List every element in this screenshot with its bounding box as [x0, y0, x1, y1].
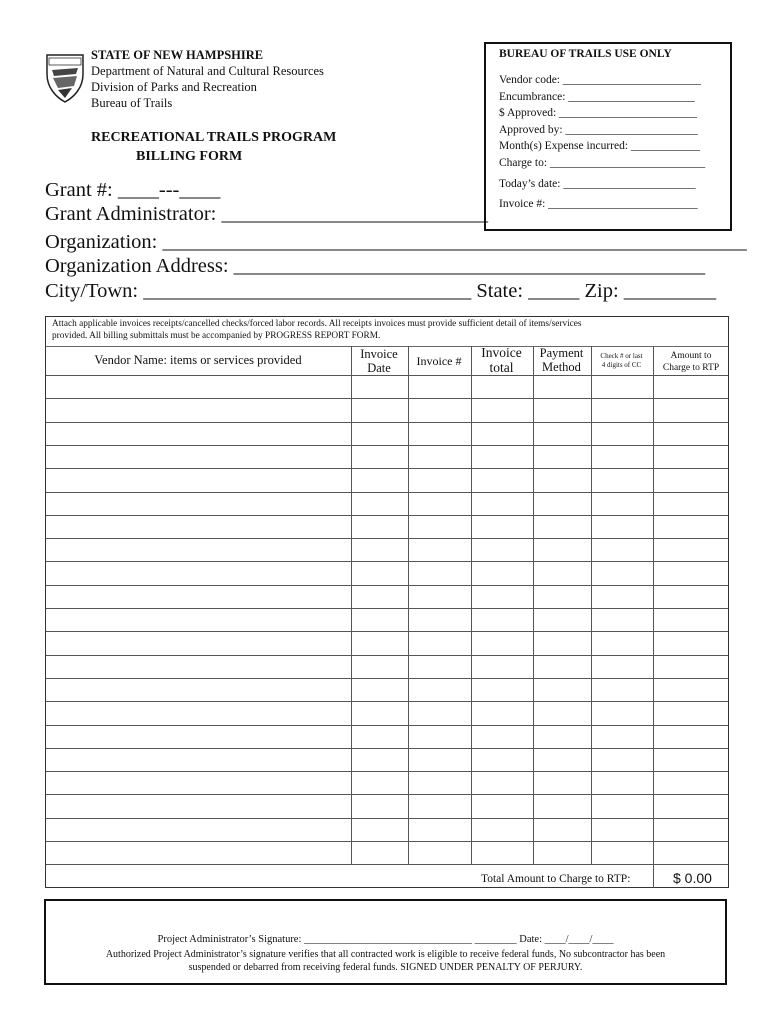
table-row-line: [46, 515, 728, 516]
table-row-line: [46, 655, 728, 656]
table-row-line: [46, 794, 728, 795]
state-name: STATE OF NEW HAMPSHIRE: [91, 48, 264, 62]
table-row-line: [46, 631, 728, 632]
table-column-line: [408, 346, 409, 864]
agency-header: [91, 47, 324, 111]
table-row-line: [46, 864, 728, 865]
col-header-invoice-total: [471, 345, 532, 375]
vendor-code-field[interactable]: Vendor code: ________________________: [499, 74, 701, 86]
grant-administrator-field[interactable]: Grant Administrator: __________________________: [45, 203, 489, 225]
table-row-line: [46, 725, 728, 726]
col-header-invoice-number: Invoice #: [416, 354, 462, 368]
city-state-zip-field[interactable]: City/Town: ________________________________ State: _____ Zip: _________: [45, 280, 717, 302]
instruction-line-2: provided. All billing submittals must be accompanied by PROGRESS REPORT FORM.: [52, 331, 381, 341]
table-row-line: [46, 422, 728, 423]
table-column-line: [351, 346, 352, 864]
instruction-line-1: Attach applicable invoices receipts/cancelled checks/forced labor records. All receipts invoices must provide sufficient detail of items/services: [52, 319, 582, 329]
table-row-line: [46, 818, 728, 819]
col-header-amount-l2: Charge to RTP: [662, 363, 720, 373]
table-row-line: [46, 841, 728, 842]
bureau-name: Bureau of Trails: [91, 96, 173, 110]
col-header-check-l2: 4 digits of CC: [601, 361, 642, 369]
total-amount-label: Total Amount to Charge to RTP:: [481, 873, 631, 885]
program-name: RECREATIONAL TRAILS PROGRAM: [91, 130, 337, 145]
total-cell-divider: [653, 864, 654, 888]
table-row-line: [46, 398, 728, 399]
table-row-line: [46, 771, 728, 772]
table-column-line: [653, 346, 654, 864]
table-column-line: [533, 346, 534, 864]
table-row-line: [46, 678, 728, 679]
table-row-line: [46, 608, 728, 609]
table-row-line: [46, 701, 728, 702]
organization-field[interactable]: Organization: _________________________________________________________: [45, 231, 747, 253]
header-divider: [46, 375, 728, 376]
col-header-invoice-date-l1: Invoice: [360, 347, 398, 361]
col-header-payment-l2: Method: [542, 360, 581, 374]
organization-address-field[interactable]: Organization Address: ______________________________________________: [45, 255, 706, 277]
col-header-invoice-date-l2: Date: [367, 361, 391, 375]
signature-date-line[interactable]: Project Administrator’s Signature: ________________________________ ________ Date: ____/____/____: [157, 934, 614, 945]
table-row-line: [46, 445, 728, 446]
division-name: Division of Parks and Recreation: [91, 80, 257, 94]
bureau-box-title: BUREAU OF TRAILS USE ONLY: [499, 48, 672, 60]
todays-date-field[interactable]: Today’s date: _______________________: [499, 177, 696, 190]
form-name: BILLING FORM: [136, 149, 243, 164]
table-row-line: [46, 585, 728, 586]
grant-number-field[interactable]: Grant #: ____---____: [45, 179, 221, 201]
total-amount-value: $ 0.00: [673, 870, 712, 886]
col-header-invoice-date: [351, 347, 407, 375]
table-instructions: [52, 318, 727, 342]
certification-text-2: suspended or debarred from receiving federal funds. SIGNED UNDER PENALTY OF PERJURY.: [188, 962, 583, 973]
nh-state-seal-logo: [44, 52, 86, 104]
table-row-line: [46, 561, 728, 562]
col-header-check-l1: Check # or last: [600, 352, 643, 360]
table-row-line: [46, 538, 728, 539]
col-header-vendor: Vendor Name: items or services provided: [94, 353, 302, 367]
col-header-invoice-total-l1: Invoice: [481, 345, 522, 360]
col-header-payment-method: [533, 346, 590, 374]
col-header-check-number: [591, 352, 652, 370]
bureau-use-only-box: [484, 42, 732, 231]
table-column-line: [591, 346, 592, 864]
col-header-amount-to-rtp: [653, 350, 729, 374]
table-row-line: [46, 492, 728, 493]
months-expense-field[interactable]: Month(s) Expense incurred: ____________: [499, 140, 700, 153]
col-header-amount-l1: Amount to: [670, 351, 712, 361]
approved-amount-field[interactable]: $ Approved: ________________________: [499, 107, 698, 120]
col-header-payment-l1: Payment: [539, 346, 584, 360]
table-row-line: [46, 748, 728, 749]
table-column-line: [471, 346, 472, 864]
encumbrance-field[interactable]: Encumbrance: ______________________: [499, 90, 695, 103]
invoice-number-field[interactable]: Invoice #: __________________________: [499, 198, 698, 211]
expense-table: [45, 316, 729, 888]
approved-by-field[interactable]: Approved by: _______________________: [499, 123, 698, 136]
charge-to-field[interactable]: Charge to: ___________________________: [499, 156, 706, 169]
certification-text-1: Authorized Project Administrator’s signature verifies that all contracted work is eligible to receive federal funds, No subcontractor has been: [105, 949, 666, 960]
table-row-line: [46, 468, 728, 469]
form-title: [91, 128, 336, 166]
col-header-invoice-total-l2: total: [489, 360, 514, 375]
department-name: Department of Natural and Cultural Resources: [91, 64, 324, 78]
